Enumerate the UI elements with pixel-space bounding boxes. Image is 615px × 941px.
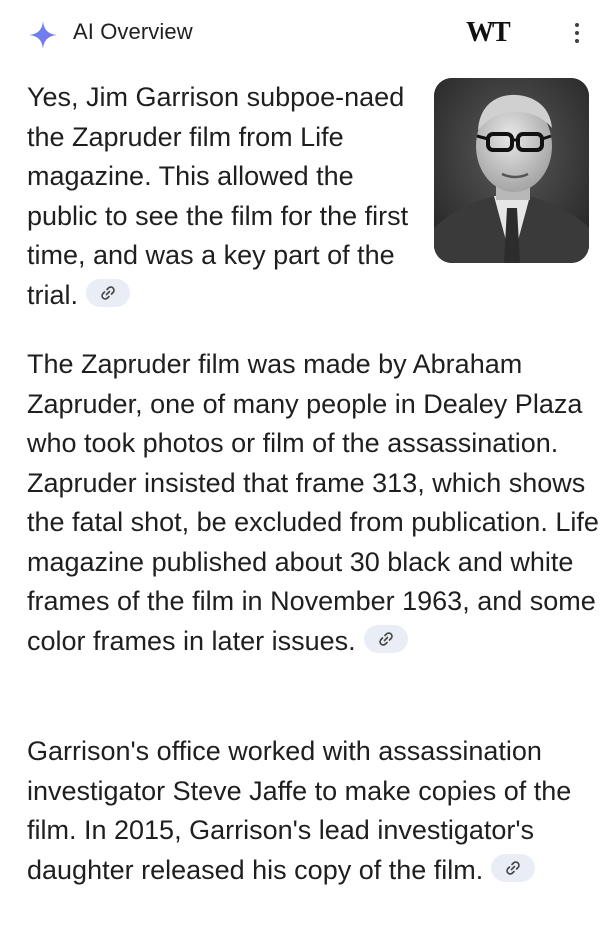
ai-overview-header bbox=[0, 0, 615, 64]
paragraph-2-text: The Zapruder film was made by Abraham Zapruder, one of many people in Dealey Plaza who took photos or film of the assassination. Zapruder insisted that frame 313, which shows the fatal shot, be excluded from publication. Life magazine published about 30 black and white frames of the film in November 1963, and some color frames in later issues. bbox=[27, 349, 599, 656]
more-vert-icon[interactable] bbox=[567, 20, 587, 50]
paragraph-3-text: Garrison's office worked with assassination investigator Steve Jaffe to make copies of the film. In 2015, Garrison's lead investigator's daughter released his copy of the film. bbox=[27, 736, 572, 885]
source-link-chip-1[interactable] bbox=[86, 279, 130, 307]
link-icon bbox=[100, 285, 116, 301]
source-logo[interactable]: WT bbox=[466, 17, 509, 48]
answer-paragraph-2 bbox=[27, 345, 602, 661]
link-icon bbox=[505, 860, 521, 876]
portrait-image bbox=[434, 78, 589, 263]
answer-paragraph-3 bbox=[27, 732, 602, 890]
source-link-chip-2[interactable] bbox=[364, 625, 408, 653]
paragraph-1-text: Yes, Jim Garrison subpoe-naed the Zapruder film from Life magazine. This allowed the public to see the film for the first time, and was a key part of the trial. bbox=[27, 82, 409, 310]
header-title: AI Overview bbox=[73, 19, 193, 44]
source-link-chip-3[interactable] bbox=[491, 854, 535, 882]
portrait-thumbnail[interactable] bbox=[434, 78, 589, 263]
answer-paragraph-1 bbox=[27, 78, 422, 315]
link-icon bbox=[378, 631, 394, 647]
sparkle-icon bbox=[28, 20, 58, 50]
